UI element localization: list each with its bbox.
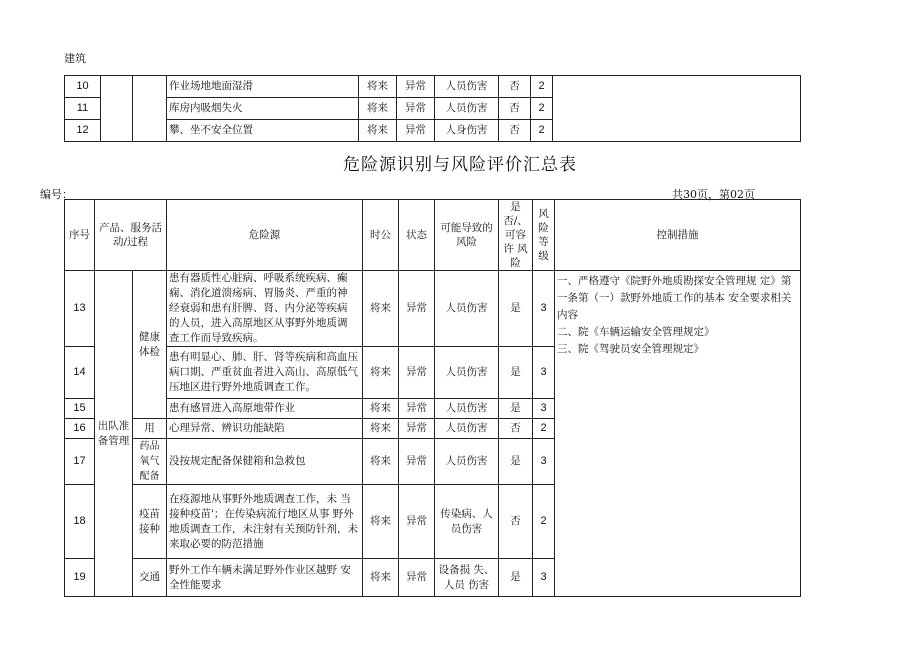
subcategory-cell bbox=[133, 76, 167, 142]
time-cell: 将来 bbox=[359, 120, 397, 142]
header-time: 时公 bbox=[363, 200, 399, 271]
level-cell: 3 bbox=[533, 559, 555, 597]
risk-cell: 人员伤害 bbox=[435, 439, 499, 485]
hazard-cell: 患有感冒进入高原地带作业 bbox=[167, 399, 363, 419]
control-measure-item: 一、严格遵守《院野外地质勘探安全管理规 定》第一条第（一）款野外地质工作的基本 安全要求相关内容 bbox=[557, 275, 792, 321]
header-row bbox=[65, 200, 801, 271]
hazard-cell: 作业场地地面湿滑 bbox=[167, 76, 359, 98]
risk-cell: 设备损 失、人员 伤害 bbox=[435, 559, 499, 597]
category-cell bbox=[101, 76, 133, 142]
risk-cell: 人员伤害 bbox=[435, 347, 499, 399]
level-cell: 2 bbox=[531, 120, 553, 142]
state-cell: 异常 bbox=[399, 559, 435, 597]
risk-cell: 传染病、人员伤害 bbox=[435, 485, 499, 559]
table-row bbox=[65, 271, 801, 347]
header-state: 状态 bbox=[399, 200, 435, 271]
level-cell: 2 bbox=[531, 76, 553, 98]
level-cell: 3 bbox=[533, 347, 555, 399]
hazard-cell: 患有器质性心脏病、呼吸系统疾病、癫痫、消化道溃疡病、胃肠炎、严重的神 经衰弱和患有肝脾、肾、内分泌等疾病 的人员，进入高原地区从事野外地质调 查工作而导致疾病。 bbox=[167, 271, 363, 347]
row-number: 14 bbox=[65, 347, 95, 399]
time-cell: 将来 bbox=[363, 271, 399, 347]
risk-cell: 人员伤害 bbox=[435, 399, 499, 419]
state-cell: 异常 bbox=[399, 347, 435, 399]
row-number: 10 bbox=[65, 76, 101, 98]
allow-cell: 否 bbox=[499, 76, 531, 98]
time-cell: 将来 bbox=[359, 98, 397, 120]
risk-cell: 人员伤害 bbox=[435, 98, 499, 120]
state-cell: 异常 bbox=[397, 76, 435, 98]
row-number: 15 bbox=[65, 399, 95, 419]
time-cell: 将来 bbox=[363, 419, 399, 439]
control-cell bbox=[553, 76, 801, 142]
health-check-cell: 健康体检 bbox=[133, 271, 167, 419]
medicine-cell: 药品氧气配备 bbox=[133, 439, 167, 485]
state-cell: 异常 bbox=[397, 120, 435, 142]
header-allow: 是否/、可容许 风险 bbox=[499, 200, 533, 271]
row-number: 19 bbox=[65, 559, 95, 597]
page-info: 共30页，第02页 bbox=[672, 188, 755, 201]
risk-cell: 人身伤害 bbox=[435, 120, 499, 142]
allow-cell: 否 bbox=[499, 419, 533, 439]
vaccine-cell: 疫苗接种 bbox=[133, 485, 167, 559]
hazard-cell: 心理异常、辨识功能缺陷 bbox=[167, 419, 363, 439]
allow-cell: 是 bbox=[499, 271, 533, 347]
traffic-cell: 交通 bbox=[133, 559, 167, 597]
allow-cell: 是 bbox=[499, 559, 533, 597]
control-measures-cell bbox=[555, 271, 801, 597]
allow-cell: 是 bbox=[499, 439, 533, 485]
time-cell: 将来 bbox=[363, 485, 399, 559]
allow-cell: 否 bbox=[499, 485, 533, 559]
hazard-cell: 没按规定配备保健箱和急救包 bbox=[167, 439, 363, 485]
table-row bbox=[65, 76, 801, 98]
state-cell: 异常 bbox=[399, 485, 435, 559]
level-cell: 2 bbox=[533, 419, 555, 439]
level-cell: 3 bbox=[533, 271, 555, 347]
risk-cell: 人员伤害 bbox=[435, 271, 499, 347]
row-number: 11 bbox=[65, 98, 101, 120]
row-number: 13 bbox=[65, 271, 95, 347]
hazard-cell: 患有明显心、肺、肝、肾等疾病和高血压病口期、严重贫血者进入高山、高原低气压地区进行野外地质调查工作。 bbox=[167, 347, 363, 399]
time-cell: 将来 bbox=[359, 76, 397, 98]
control-measure-item: 二、院《车辆运输安全管理规定》 bbox=[557, 326, 715, 338]
continuation-table bbox=[64, 75, 801, 142]
section-label: 建筑 bbox=[64, 52, 86, 65]
time-cell: 将来 bbox=[363, 347, 399, 399]
state-cell: 异常 bbox=[397, 98, 435, 120]
allow-cell: 否 bbox=[499, 98, 531, 120]
row-number: 16 bbox=[65, 419, 95, 439]
group-cell: 出队准备管理 bbox=[95, 271, 133, 597]
serial-label: 编号： bbox=[40, 188, 73, 201]
level-cell: 2 bbox=[533, 485, 555, 559]
hazard-cell: 库房内吸烟失火 bbox=[167, 98, 359, 120]
apply-cell: 用 bbox=[133, 419, 167, 439]
header-risk: 可能导致的风险 bbox=[435, 200, 499, 271]
allow-cell: 否 bbox=[499, 120, 531, 142]
state-cell: 异常 bbox=[399, 399, 435, 419]
level-cell: 3 bbox=[533, 399, 555, 419]
header-hazard: 危险源 bbox=[167, 200, 363, 271]
state-cell: 异常 bbox=[399, 419, 435, 439]
header-level: 风险等级 bbox=[533, 200, 555, 271]
state-cell: 异常 bbox=[399, 271, 435, 347]
allow-cell: 是 bbox=[499, 399, 533, 419]
control-measure-item: 三、院《驾驶员安全管理规定》 bbox=[557, 343, 705, 355]
time-cell: 将来 bbox=[363, 439, 399, 485]
time-cell: 将来 bbox=[363, 559, 399, 597]
header-product: 产品、服务活动/过程 bbox=[95, 200, 167, 271]
row-number: 12 bbox=[65, 120, 101, 142]
hazard-cell: 攀、坐不安全位置 bbox=[167, 120, 359, 142]
level-cell: 2 bbox=[531, 98, 553, 120]
header-no: 序号 bbox=[65, 200, 95, 271]
state-cell: 异常 bbox=[399, 439, 435, 485]
row-number: 17 bbox=[65, 439, 95, 485]
risk-cell: 人员伤害 bbox=[435, 76, 499, 98]
level-cell: 3 bbox=[533, 439, 555, 485]
risk-summary-table bbox=[64, 199, 801, 597]
hazard-cell: 野外工作车辆未满足野外作业区越野 安全性能要求 bbox=[167, 559, 363, 597]
row-number: 18 bbox=[65, 485, 95, 559]
allow-cell: 是 bbox=[499, 347, 533, 399]
time-cell: 将来 bbox=[363, 399, 399, 419]
page-title: 危险源识别与风险评价汇总表 bbox=[343, 155, 577, 175]
risk-cell: 人员伤害 bbox=[435, 419, 499, 439]
hazard-cell: 在疫源地从事野外地质调查工作，未 当接种疫苗'；在传染病流行地区从事 野外地质调查工作，未注射有关预防针剂，未来取必要的防范措施 bbox=[167, 485, 363, 559]
header-control: 控制措施 bbox=[555, 200, 801, 271]
